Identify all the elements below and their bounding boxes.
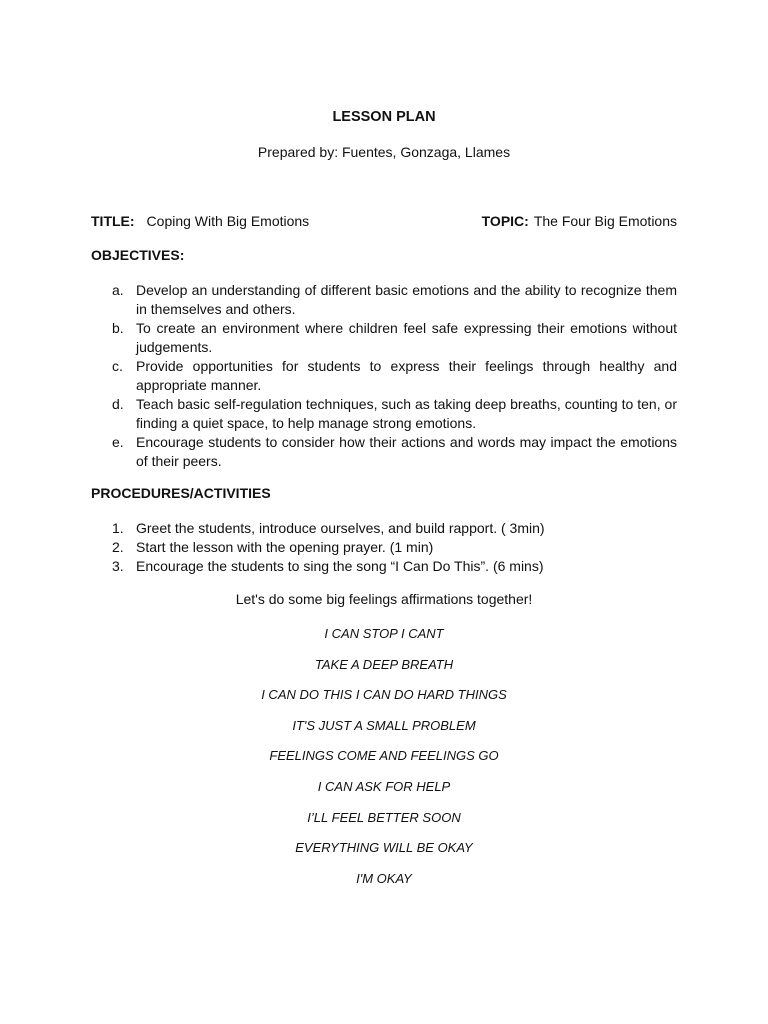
procedure-text: Greet the students, introduce ourselves, and build rapport. ( 3min) <box>136 520 545 536</box>
procedure-text: Start the lesson with the opening prayer. (1 min) <box>136 539 434 555</box>
affirmation-line: FEELINGS COME AND FEELINGS GO <box>269 748 499 764</box>
affirmation-line: EVERYTHING WILL BE OKAY <box>295 840 473 856</box>
procedure-item <box>91 538 677 557</box>
list-marker: a. <box>112 282 124 298</box>
list-marker: b. <box>112 320 124 336</box>
objective-item <box>91 433 677 471</box>
affirmation-line: I’LL FEEL BETTER SOON <box>307 809 461 825</box>
procedure-text: Encourage the students to sing the song “I Can Do This”. (6 mins) <box>136 558 544 574</box>
lesson-title <box>91 213 309 229</box>
objective-text: Provide opportunities for students to express their feelings through healthy and appropriate manner. <box>136 358 677 393</box>
list-marker: d. <box>112 396 124 412</box>
affirmation-line: IT'S JUST A SMALL PROBLEM <box>292 717 476 733</box>
objective-item <box>91 281 677 319</box>
objective-text: To create an environment where children feel safe expressing their emotions without judgements. <box>136 320 677 355</box>
affirmations-intro: Let's do some big feelings affirmations together! <box>235 591 533 607</box>
list-marker: 1. <box>112 520 124 536</box>
topic-label: TOPIC: <box>481 213 529 229</box>
affirmation-line: TAKE A DEEP BREATH <box>314 656 454 672</box>
procedure-item <box>91 557 677 576</box>
procedure-item <box>91 519 677 538</box>
affirmation-line: I CAN STOP I CANT <box>324 626 444 641</box>
topic-value: The Four Big Emotions <box>533 213 677 229</box>
lesson-topic <box>482 213 677 229</box>
objectives-list <box>91 281 677 471</box>
objective-item <box>91 357 677 395</box>
prepared-by: Prepared by: Fuentes, Gonzaga, Llames <box>257 144 511 160</box>
objective-text: Teach basic self-regulation techniques, such as taking deep breaths, counting to ten, or finding a quiet space, to help manage strong emotions. <box>136 396 677 431</box>
objective-item <box>91 395 677 433</box>
list-marker: 2. <box>112 539 124 555</box>
affirmation-line: I CAN ASK FOR HELP <box>317 778 451 794</box>
objectives-heading: OBJECTIVES: <box>91 247 185 263</box>
list-marker: c. <box>112 358 123 374</box>
title-value: Coping With Big Emotions <box>146 213 310 229</box>
objective-text: Encourage students to consider how their actions and words may impact the emotions of their peers. <box>136 434 677 469</box>
title-topic-row <box>91 213 677 229</box>
affirmations-list <box>0 625 768 900</box>
objective-text: Develop an understanding of different basic emotions and the ability to recognize them in themselves and others. <box>136 282 677 317</box>
document-title: LESSON PLAN <box>332 109 436 125</box>
procedures-list <box>91 519 677 576</box>
affirmation-line: I CAN DO THIS I CAN DO HARD THINGS <box>261 687 507 703</box>
procedures-heading: PROCEDURES/ACTIVITIES <box>91 485 271 501</box>
objective-item <box>91 319 677 357</box>
list-marker: e. <box>112 434 124 450</box>
affirmation-line: I'M OKAY <box>356 870 412 886</box>
list-marker: 3. <box>112 558 124 574</box>
title-label: TITLE: <box>91 213 135 229</box>
